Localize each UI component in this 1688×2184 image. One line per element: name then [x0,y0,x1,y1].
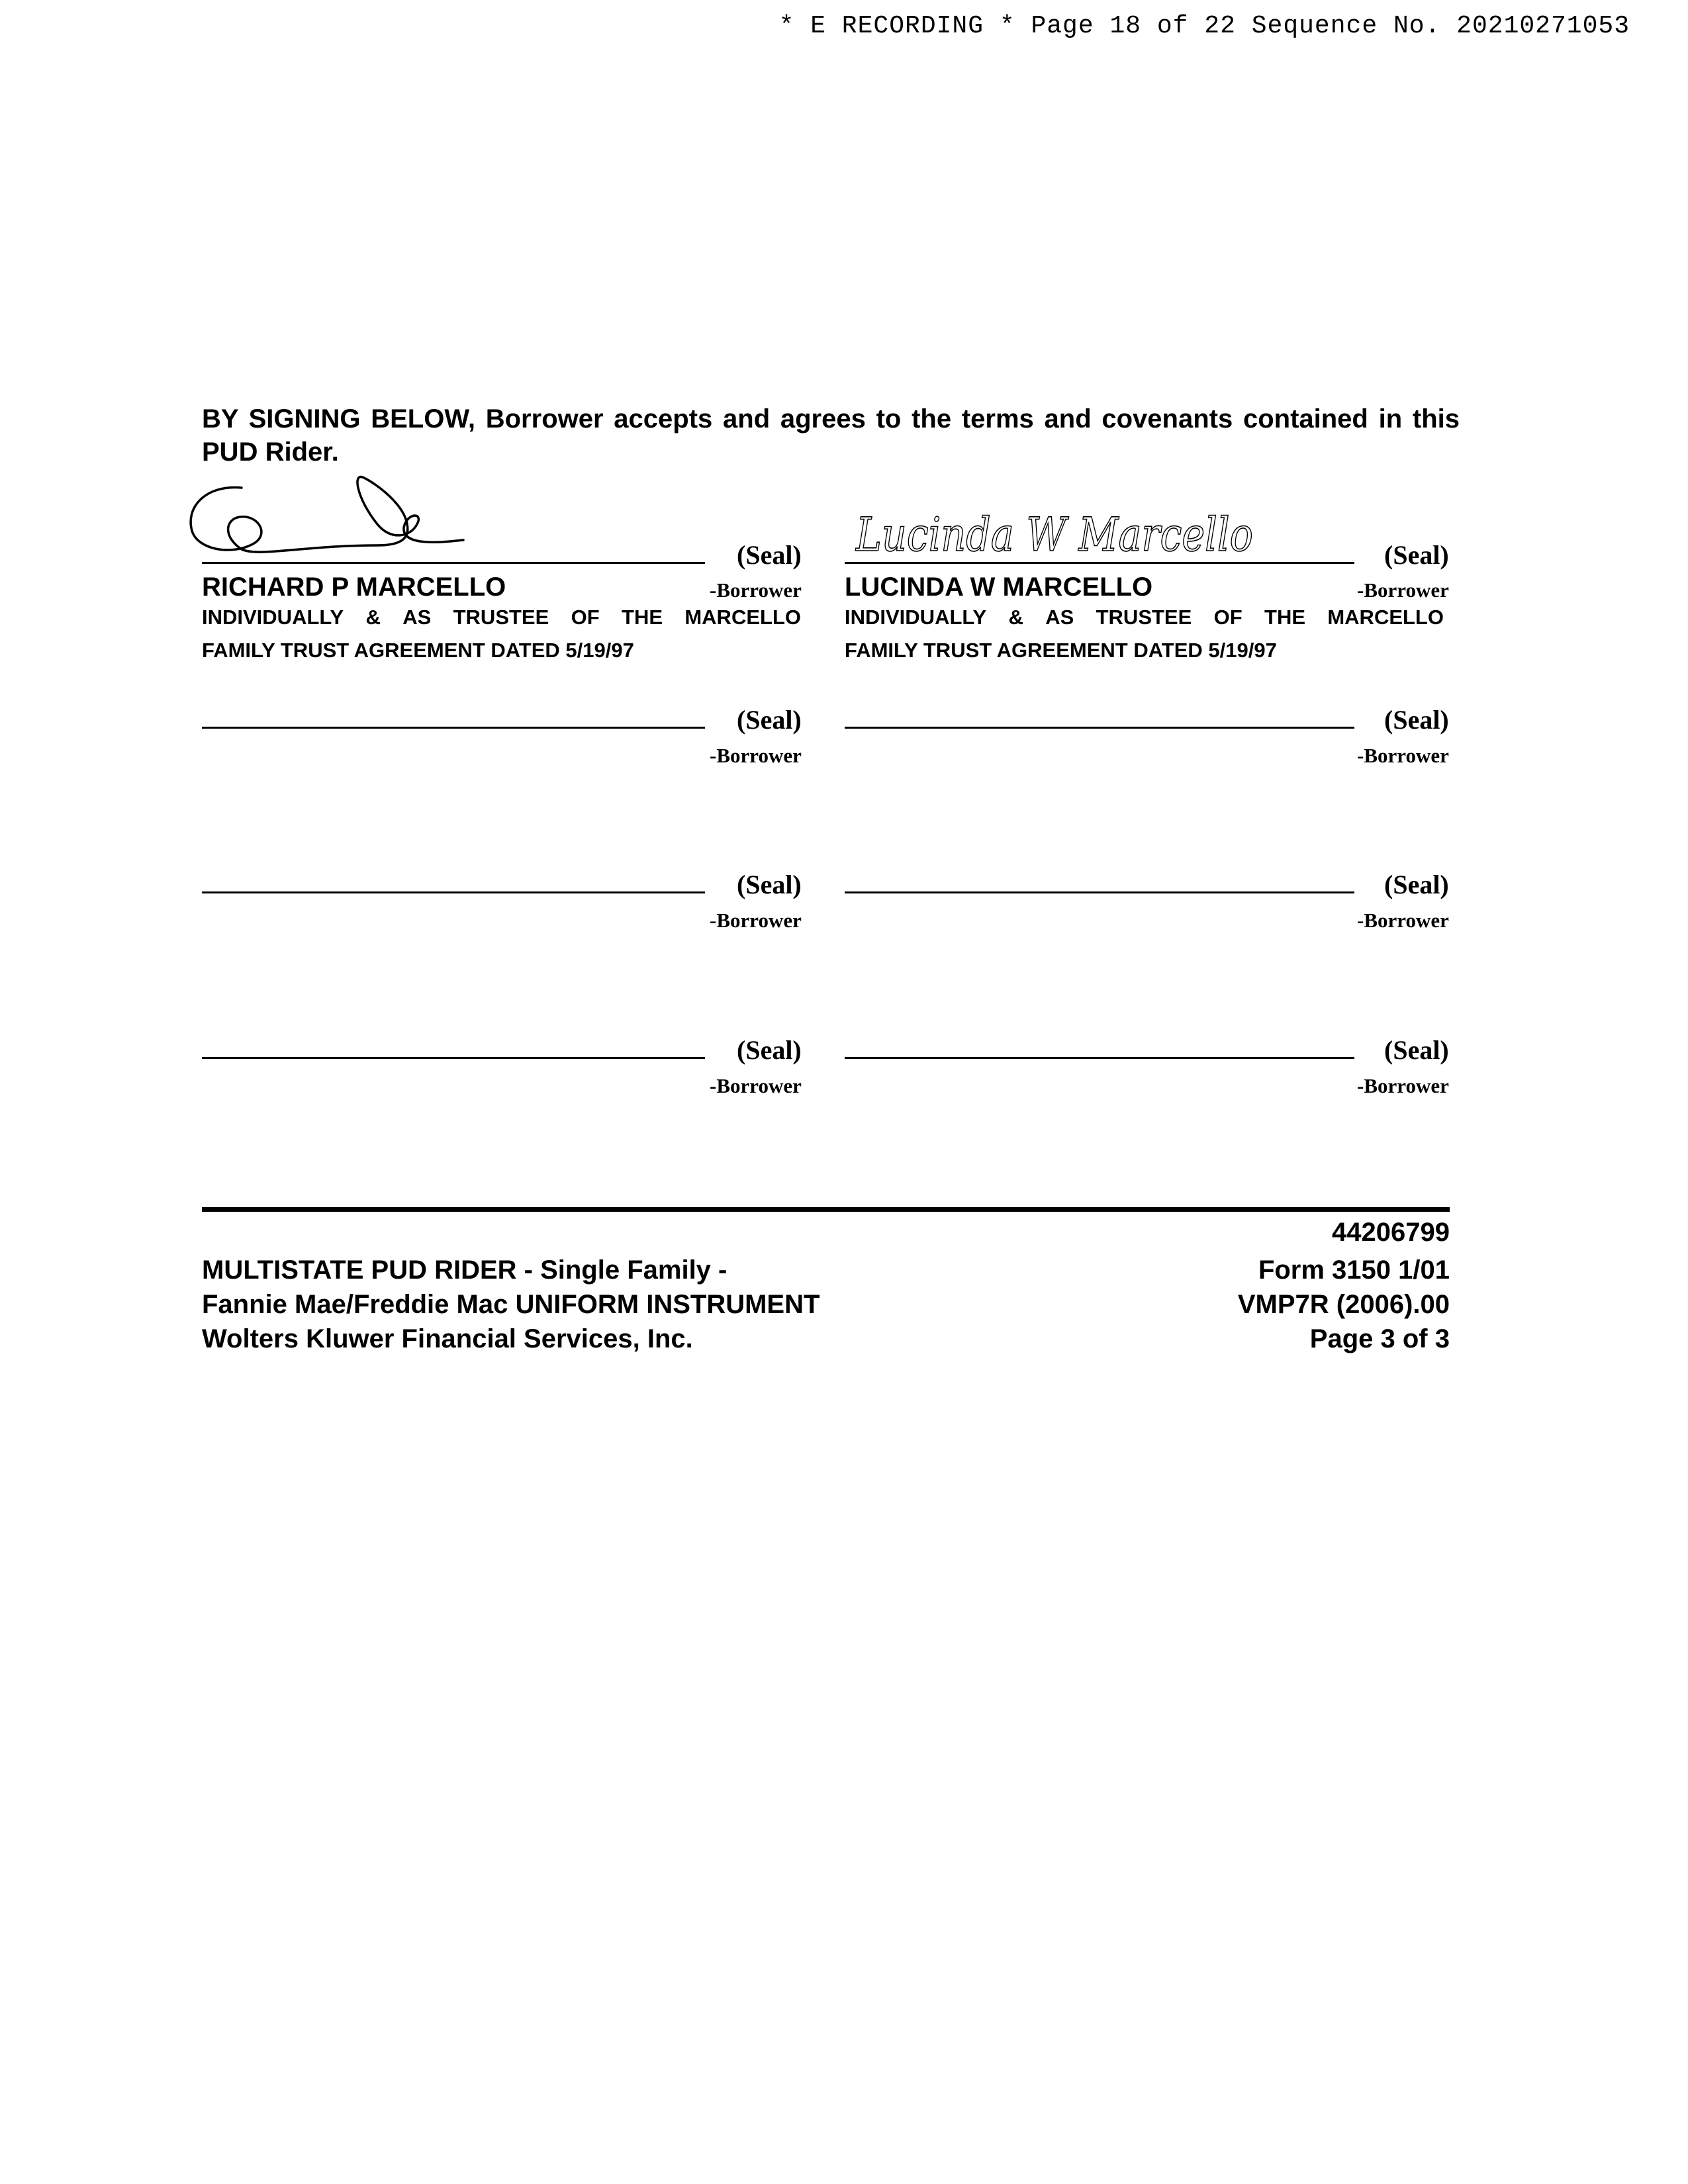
capacity-word: INDIVIDUALLY [845,606,987,629]
borrower-label: -Borrower [710,1074,802,1097]
borrower-label: -Borrower [710,909,802,932]
capacity-word: OF [571,606,600,629]
seal-label: (Seal) [1384,870,1449,899]
loan-number: 44206799 [1332,1218,1450,1247]
form-title: MULTISTATE PUD RIDER - Single Family - [202,1255,727,1285]
capacity-word: & [365,606,381,629]
capacity-word: & [1008,606,1023,629]
borrower-label: -Borrower [1357,909,1449,932]
signature-line [202,1057,705,1059]
signature-line [845,562,1354,564]
signature-line [845,891,1354,893]
signature-line [202,727,705,729]
signature-lucinda-marcello [851,490,1274,569]
seal-label: (Seal) [1384,705,1449,735]
capacity-word: MARCELLO [684,606,801,629]
signature-line [845,727,1354,729]
capacity-word: AS [1045,606,1074,629]
borrower-capacity [845,601,1444,667]
seal-label: (Seal) [1384,540,1449,570]
signature-line [202,891,705,893]
signature-richard-marcello [179,471,490,570]
borrower-name: LUCINDA W MARCELLO [845,572,1153,602]
seal-label: (Seal) [737,540,802,570]
seal-label: (Seal) [737,1035,802,1065]
borrower-label: -Borrower [1357,1074,1449,1097]
capacity-line-2: FAMILY TRUST AGREEMENT DATED 5/19/97 [845,639,1277,662]
form-description [202,1253,820,1356]
capacity-word: AS [402,606,432,629]
capacity-word: OF [1213,606,1243,629]
form-instrument: Fannie Mae/Freddie Mac UNIFORM INSTRUMENT [202,1290,820,1319]
page-number: Page 3 of 3 [1309,1324,1450,1353]
capacity-word: THE [1264,606,1306,629]
signature-line [202,562,705,564]
capacity-line-2: FAMILY TRUST AGREEMENT DATED 5/19/97 [202,639,634,662]
signing-statement: BY SIGNING BELOW, Borrower accepts and agrees to the terms and covenants contained in this PUD Rider. [202,404,1460,467]
borrower-name: RICHARD P MARCELLO [202,572,506,602]
form-number: Form 3150 1/01 [1258,1255,1450,1285]
capacity-word: THE [622,606,663,629]
capacity-word: TRUSTEE [1096,606,1192,629]
capacity-word: MARCELLO [1327,606,1444,629]
form-publisher: Wolters Kluwer Financial Services, Inc. [202,1324,693,1353]
recording-stamp: * E RECORDING * Page 18 of 22 Sequence No. 20210271053 [778,12,1630,40]
footer-rule [202,1207,1450,1212]
form-identifiers [1238,1215,1450,1356]
capacity-word: TRUSTEE [453,606,549,629]
form-version: VMP7R (2006).00 [1237,1290,1450,1319]
seal-label: (Seal) [737,870,802,899]
seal-label: (Seal) [737,705,802,735]
signature-text: Lucinda W Marcello [855,508,1253,562]
signature-line [845,1057,1354,1059]
borrower-label: -Borrower [1357,744,1449,767]
borrower-capacity [202,601,801,667]
borrower-label: -Borrower [1357,578,1449,602]
capacity-word: INDIVIDUALLY [202,606,344,629]
borrower-label: -Borrower [710,578,802,602]
borrower-label: -Borrower [710,744,802,767]
seal-label: (Seal) [1384,1035,1449,1065]
